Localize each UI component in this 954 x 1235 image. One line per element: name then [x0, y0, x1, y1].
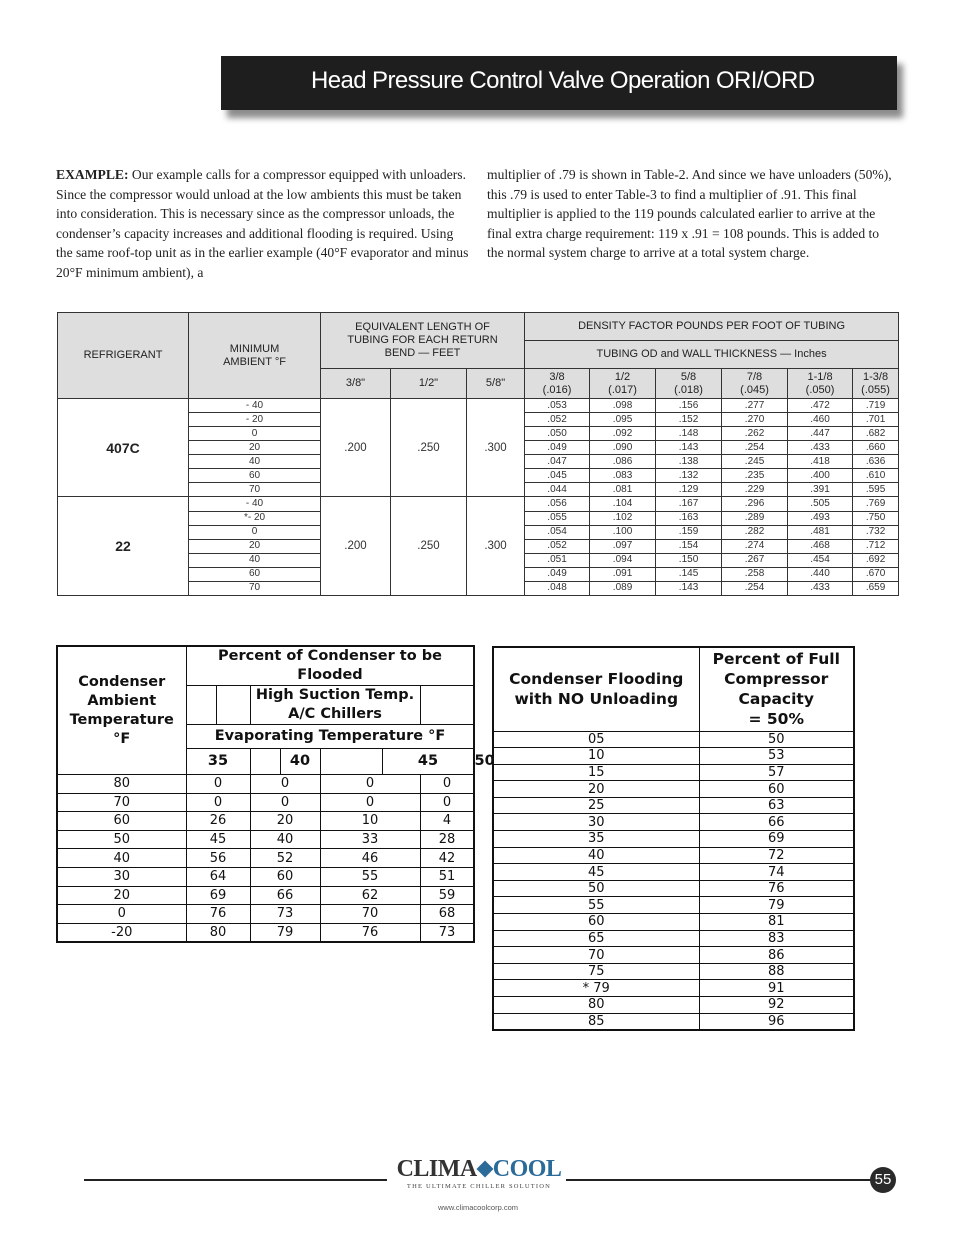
tube-wall: (.018) — [674, 383, 703, 396]
capacity-cell: 66 — [699, 814, 854, 831]
density-cell: .129 — [656, 483, 722, 497]
density-cell: .254 — [722, 441, 788, 455]
ambient-cell: -20 — [57, 923, 186, 942]
density-cell: .258 — [722, 567, 788, 581]
page-header-bar — [221, 56, 897, 110]
density-cell: .167 — [656, 497, 722, 511]
flooded-cell: 73 — [420, 923, 474, 942]
flooded-cell: 0 — [250, 793, 320, 812]
flooding-cell: 25 — [493, 797, 699, 814]
table-row — [493, 814, 854, 831]
flooding-cell: 40 — [493, 847, 699, 864]
min-ambient-cell: 20 — [189, 441, 321, 455]
density-cell: .095 — [590, 413, 656, 427]
table-row — [493, 764, 854, 781]
density-cell: .056 — [525, 497, 590, 511]
capacity-cell: 72 — [699, 847, 854, 864]
flooded-cell: 51 — [420, 867, 474, 886]
footer-line-left — [84, 1179, 387, 1181]
capacity-cell: 96 — [699, 1013, 854, 1030]
table-row — [493, 914, 854, 931]
flooding-cell: 60 — [493, 914, 699, 931]
capacity-cell: 88 — [699, 963, 854, 980]
equiv-cell: .200 — [321, 497, 391, 596]
header-equivalent-length: EQUIVALENT LENGTH OF TUBING FOR EACH RETURN BEND — FEET — [321, 313, 525, 369]
density-cell: .732 — [853, 525, 899, 539]
capacity-cell: 81 — [699, 914, 854, 931]
tube-size: 1/2 — [614, 370, 631, 383]
flooding-cell: 10 — [493, 748, 699, 765]
header-percent-compressor — [699, 647, 854, 731]
percent-flooded-table: Condenser Ambient Temperature °F Percent of Condenser to be Flooded High Suction Temp. A/C Chillers Evaporating Temperature °F 35 40 45 50 80 0 0 0 0 70 0 0 0 0 60 26 20 10 4 50 45 40 33 28 40 56 52 46 42 30 64 60 55 51 20 69 66 62 59 0 76 73 70 68 -20 80 79 76 73 — [56, 645, 475, 943]
ambient-cell: 70 — [57, 793, 186, 812]
footer-website[interactable]: www.climacoolcorp.com — [437, 1203, 519, 1212]
flooded-cell: 0 — [186, 775, 250, 794]
header-density-factor: DENSITY FACTOR POUNDS PER FOOT OF TUBING — [525, 313, 899, 341]
equiv-cell: .250 — [391, 399, 467, 497]
flooded-cell: 62 — [320, 886, 420, 905]
density-factor-table — [57, 312, 899, 596]
climacool-logo — [394, 1155, 564, 1197]
density-cell: .447 — [788, 427, 853, 441]
table-row — [493, 963, 854, 980]
table-row — [493, 997, 854, 1014]
density-cell: .267 — [722, 553, 788, 567]
flooding-cell: 70 — [493, 947, 699, 964]
equiv-cell: .300 — [467, 497, 525, 596]
flooded-cell: 0 — [250, 775, 320, 794]
flooded-cell: 76 — [320, 923, 420, 942]
flooded-cell: 45 — [186, 830, 250, 849]
density-cell: .044 — [525, 483, 590, 497]
header-evaporating-temp — [186, 725, 474, 749]
header-equiv-col: 5/8" — [467, 369, 525, 399]
flooded-cell: 28 — [420, 830, 474, 849]
ambient-cell: 50 — [57, 830, 186, 849]
flooded-cell: 33 — [320, 830, 420, 849]
table-row — [57, 775, 474, 794]
capacity-cell: 76 — [699, 880, 854, 897]
ambient-cell: 40 — [57, 849, 186, 868]
density-cell: .102 — [590, 511, 656, 525]
header-temp-blank-a — [250, 749, 280, 775]
table-row — [493, 947, 854, 964]
table-row — [493, 797, 854, 814]
density-cell: .481 — [788, 525, 853, 539]
equiv-cell: .200 — [321, 399, 391, 497]
header-condenser-ambient-unit: °F — [113, 730, 131, 747]
diamond-icon — [476, 1160, 493, 1177]
header-blank-2 — [216, 686, 250, 725]
header-refrigerant: REFRIGERANT — [58, 313, 189, 399]
flooding-cell: 20 — [493, 781, 699, 798]
flooding-cell: 05 — [493, 731, 699, 748]
density-cell: .152 — [656, 413, 722, 427]
density-cell: .052 — [525, 539, 590, 553]
density-cell: .055 — [525, 511, 590, 525]
table-row — [493, 831, 854, 848]
min-ambient-cell: 70 — [189, 581, 321, 595]
equiv-cell: .300 — [467, 399, 525, 497]
header-temp-blank-b — [320, 749, 382, 775]
tube-size: 7/8 — [746, 370, 763, 383]
flooding-cell: 35 — [493, 831, 699, 848]
table-row — [493, 864, 854, 881]
page-title: Head Pressure Control Valve Operation ORI/ORD — [311, 67, 815, 94]
density-cell: .274 — [722, 539, 788, 553]
refrigerant-cell: 22 — [58, 497, 189, 596]
flooded-cell: 68 — [420, 905, 474, 924]
density-cell: .154 — [656, 539, 722, 553]
density-cell: .595 — [853, 483, 899, 497]
density-cell: .245 — [722, 455, 788, 469]
logo-brand-left: CLIMA — [396, 1156, 477, 1182]
density-cell: .235 — [722, 469, 788, 483]
table-row — [57, 812, 474, 831]
capacity-cell: 50 — [699, 731, 854, 748]
capacity-cell: 74 — [699, 864, 854, 881]
density-cell: .660 — [853, 441, 899, 455]
flooding-cell: 50 — [493, 880, 699, 897]
min-ambient-cell: 70 — [189, 483, 321, 497]
flooded-cell: 0 — [420, 775, 474, 794]
density-cell: .468 — [788, 539, 853, 553]
tube-wall: (.016) — [542, 383, 572, 396]
density-cell: .659 — [853, 581, 899, 595]
flooding-cell: 30 — [493, 814, 699, 831]
table-row — [57, 923, 474, 942]
density-cell: .391 — [788, 483, 853, 497]
header-blank-1 — [186, 686, 216, 725]
tube-wall: (.045) — [740, 383, 769, 396]
density-cell: .400 — [788, 469, 853, 483]
header-temp-40: 40 — [280, 749, 320, 775]
header-tube-col — [590, 369, 656, 399]
tube-wall: (.017) — [608, 383, 637, 396]
table-row — [57, 867, 474, 886]
density-cell: .051 — [525, 553, 590, 567]
footer-line-right — [566, 1179, 871, 1181]
min-ambient-cell: 0 — [189, 525, 321, 539]
density-cell: .054 — [525, 525, 590, 539]
flooded-cell: 52 — [250, 849, 320, 868]
table-row — [493, 1013, 854, 1030]
header-percent-compressor-value: = 50% — [748, 710, 804, 729]
density-cell: .049 — [525, 567, 590, 581]
flooded-cell: 66 — [250, 886, 320, 905]
density-cell: .045 — [525, 469, 590, 483]
table-row — [493, 748, 854, 765]
table-row — [493, 781, 854, 798]
table-row — [493, 897, 854, 914]
capacity-cell: 86 — [699, 947, 854, 964]
capacity-cell: 83 — [699, 930, 854, 947]
density-cell: .048 — [525, 581, 590, 595]
density-cell: .159 — [656, 525, 722, 539]
density-cell: .148 — [656, 427, 722, 441]
ambient-cell: 20 — [57, 886, 186, 905]
min-ambient-cell: - 40 — [189, 399, 321, 413]
density-cell: .701 — [853, 413, 899, 427]
header-flooding-no-unloading: Condenser Flooding with NO Unloading — [493, 647, 699, 731]
density-cell: .719 — [853, 399, 899, 413]
density-cell: .143 — [656, 441, 722, 455]
flooding-cell: 85 — [493, 1013, 699, 1030]
header-equiv-col: 1/2" — [391, 369, 467, 399]
ambient-cell: 60 — [57, 812, 186, 831]
min-ambient-cell: - 40 — [189, 497, 321, 511]
header-tube-col — [722, 369, 788, 399]
table-row — [493, 980, 854, 997]
capacity-cell: 91 — [699, 980, 854, 997]
density-cell: .050 — [525, 427, 590, 441]
header-tubing-od: TUBING OD and WALL THICKNESS — Inches — [525, 341, 899, 369]
flooding-cell: 45 — [493, 864, 699, 881]
table-row — [493, 847, 854, 864]
flooded-cell: 69 — [186, 886, 250, 905]
table-row — [57, 793, 474, 812]
flooded-cell: 0 — [420, 793, 474, 812]
density-cell: .098 — [590, 399, 656, 413]
logo-brand — [394, 1155, 564, 1183]
tube-size: 1-1/8 — [807, 370, 833, 383]
unloading-table — [492, 646, 855, 1031]
density-cell: .156 — [656, 399, 722, 413]
example-label: EXAMPLE: — [56, 167, 129, 182]
table-row — [493, 930, 854, 947]
density-cell: .229 — [722, 483, 788, 497]
header-evaporating-temp-unit: °F — [428, 728, 446, 744]
density-cell: .493 — [788, 511, 853, 525]
density-cell: .150 — [656, 553, 722, 567]
density-cell: .289 — [722, 511, 788, 525]
header-tube-col — [525, 369, 590, 399]
density-cell: .454 — [788, 553, 853, 567]
density-cell: .750 — [853, 511, 899, 525]
flooded-cell: 0 — [320, 793, 420, 812]
page-number: 55 — [870, 1167, 896, 1193]
density-cell: .049 — [525, 441, 590, 455]
refrigerant-cell: 407C — [58, 399, 189, 497]
density-cell: .769 — [853, 497, 899, 511]
flooded-cell: 70 — [320, 905, 420, 924]
density-cell: .692 — [853, 553, 899, 567]
tube-size: 1-3/8 — [863, 370, 889, 383]
header-blank-3 — [420, 686, 474, 725]
flooded-cell: 56 — [186, 849, 250, 868]
density-cell: .091 — [590, 567, 656, 581]
tube-size: 3/8 — [549, 370, 565, 383]
tube-wall: (.055) — [861, 383, 890, 396]
density-cell: .440 — [788, 567, 853, 581]
flooding-cell: 15 — [493, 764, 699, 781]
density-cell: .610 — [853, 469, 899, 483]
header-tube-col — [656, 369, 722, 399]
density-cell: .053 — [525, 399, 590, 413]
flooding-cell: 75 — [493, 963, 699, 980]
flooded-cell: 0 — [320, 775, 420, 794]
density-cell: .083 — [590, 469, 656, 483]
table-row — [57, 849, 474, 868]
density-cell: .145 — [656, 567, 722, 581]
density-cell: .262 — [722, 427, 788, 441]
density-cell: .104 — [590, 497, 656, 511]
min-ambient-cell: 40 — [189, 553, 321, 567]
density-cell: .472 — [788, 399, 853, 413]
capacity-cell: 79 — [699, 897, 854, 914]
density-cell: .143 — [656, 581, 722, 595]
density-cell: .081 — [590, 483, 656, 497]
flooded-cell: 46 — [320, 849, 420, 868]
body-text-left — [56, 165, 472, 283]
table-row — [58, 399, 899, 413]
capacity-cell: 57 — [699, 764, 854, 781]
ambient-cell: 80 — [57, 775, 186, 794]
min-ambient-cell: - 20 — [189, 413, 321, 427]
density-cell: .132 — [656, 469, 722, 483]
flooding-cell: 55 — [493, 897, 699, 914]
flooding-cell: 80 — [493, 997, 699, 1014]
ambient-cell: 0 — [57, 905, 186, 924]
min-ambient-cell: *- 20 — [189, 511, 321, 525]
header-evaporating-temp-label: Evaporating Temperature — [214, 728, 424, 744]
header-temp-35: 35 — [186, 749, 250, 775]
table-row — [493, 880, 854, 897]
density-cell: .460 — [788, 413, 853, 427]
density-cell: .270 — [722, 413, 788, 427]
min-ambient-cell: 40 — [189, 455, 321, 469]
flooded-cell: 73 — [250, 905, 320, 924]
capacity-cell: 63 — [699, 797, 854, 814]
density-cell: .418 — [788, 455, 853, 469]
flooded-cell: 26 — [186, 812, 250, 831]
logo-brand-right: COOL — [492, 1156, 562, 1182]
header-minimum-ambient: MINIMUM AMBIENT °F — [189, 313, 321, 399]
density-cell: .138 — [656, 455, 722, 469]
density-cell: .052 — [525, 413, 590, 427]
header-temp-45: 45 — [382, 749, 474, 775]
density-cell: .433 — [788, 581, 853, 595]
equiv-cell: .250 — [391, 497, 467, 596]
body-text-left-content: Our example calls for a compressor equipped with unloaders. Since the compressor would unload at the low ambients this must be taken into consideration. This is necessary since as the compressor unloads, the condenser’s capacity increases and additional flooding is required. Using the same roof-top unit as in the earlier example (40°F evaporator and minus 20°F minimum ambient), a — [56, 167, 469, 280]
min-ambient-cell: 60 — [189, 567, 321, 581]
density-cell: .254 — [722, 581, 788, 595]
flooding-cell: * 79 — [493, 980, 699, 997]
flooding-cell: 65 — [493, 930, 699, 947]
flooded-cell: 79 — [250, 923, 320, 942]
density-cell: .100 — [590, 525, 656, 539]
density-cell: .047 — [525, 455, 590, 469]
capacity-cell: 53 — [699, 748, 854, 765]
ambient-cell: 30 — [57, 867, 186, 886]
table-row — [57, 886, 474, 905]
flooded-cell: 59 — [420, 886, 474, 905]
capacity-cell: 69 — [699, 831, 854, 848]
header-tube-col — [853, 369, 899, 399]
density-cell: .097 — [590, 539, 656, 553]
density-cell: .505 — [788, 497, 853, 511]
capacity-cell: 60 — [699, 781, 854, 798]
table-row — [493, 731, 854, 748]
flooded-cell: 4 — [420, 812, 474, 831]
header-condenser-ambient-label: Condenser Ambient Temperature — [69, 673, 174, 728]
header-tube-col — [788, 369, 853, 399]
density-cell: .090 — [590, 441, 656, 455]
header-percent-compressor-label: Percent of Full Compressor Capacity — [712, 650, 840, 709]
logo-tagline: THE ULTIMATE CHILLER SOLUTION — [406, 1183, 552, 1190]
density-cell: .277 — [722, 399, 788, 413]
flooded-cell: 10 — [320, 812, 420, 831]
table-row — [57, 830, 474, 849]
table-row — [58, 497, 899, 511]
density-cell: .163 — [656, 511, 722, 525]
flooded-cell: 40 — [250, 830, 320, 849]
flooded-cell: 42 — [420, 849, 474, 868]
density-cell: .086 — [590, 455, 656, 469]
header-condenser-ambient — [57, 646, 186, 775]
density-cell: .433 — [788, 441, 853, 455]
tube-wall: (.050) — [805, 383, 835, 396]
density-cell: .282 — [722, 525, 788, 539]
header-high-suction: High Suction Temp. A/C Chillers — [250, 686, 420, 725]
density-cell: .636 — [853, 455, 899, 469]
min-ambient-cell: 0 — [189, 427, 321, 441]
density-cell: .089 — [590, 581, 656, 595]
density-cell: .092 — [590, 427, 656, 441]
tube-size: 5/8 — [680, 370, 697, 383]
density-cell: .682 — [853, 427, 899, 441]
capacity-cell: 92 — [699, 997, 854, 1014]
body-text-right: multiplier of .79 is shown in Table-2. And since we have unloaders (50%), this .79 is used to enter Table-3 to find a multiplier of .91. This final multiplier is applied to the 119 pounds calculated earlier to arrive at the final extra charge requirement: 119 x .91 = 108 pounds. This is added to the normal system charge to arrive at a total system charge. — [487, 167, 892, 261]
min-ambient-cell: 60 — [189, 469, 321, 483]
density-cell: .670 — [853, 567, 899, 581]
flooded-cell: 80 — [186, 923, 250, 942]
flooded-cell: 20 — [250, 812, 320, 831]
table-row — [57, 905, 474, 924]
flooded-cell: 0 — [186, 793, 250, 812]
flooded-cell: 55 — [320, 867, 420, 886]
flooded-cell: 76 — [186, 905, 250, 924]
density-cell: .712 — [853, 539, 899, 553]
flooded-cell: 64 — [186, 867, 250, 886]
header-percent-flooded: Percent of Condenser to be Flooded — [186, 646, 474, 686]
density-cell: .094 — [590, 553, 656, 567]
density-cell: .296 — [722, 497, 788, 511]
header-equiv-col: 3/8" — [321, 369, 391, 399]
flooded-cell: 60 — [250, 867, 320, 886]
min-ambient-cell: 20 — [189, 539, 321, 553]
